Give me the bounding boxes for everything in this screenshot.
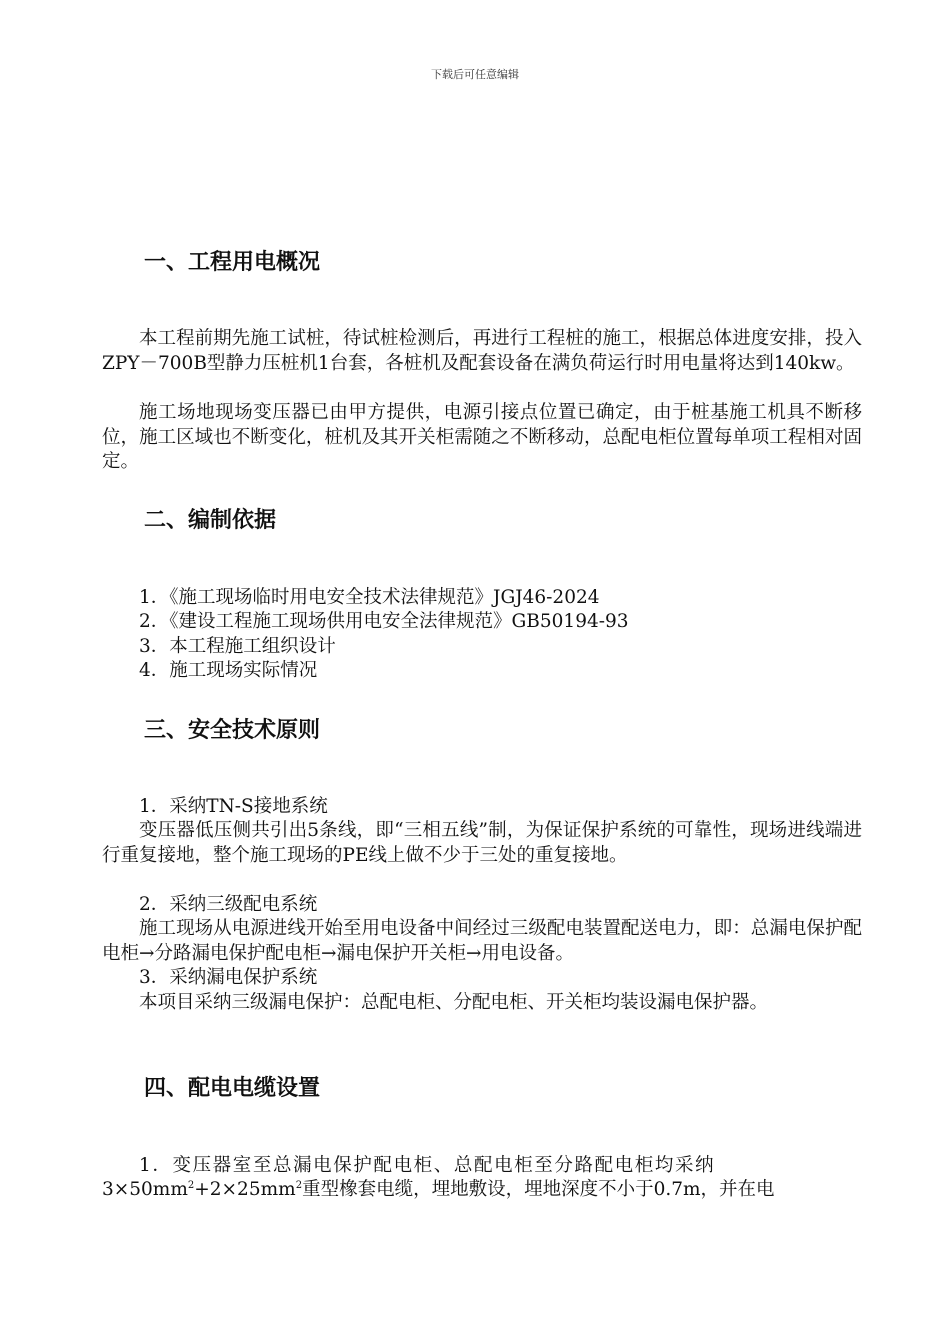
cable-spec-b: +2×25mm xyxy=(194,1179,296,1200)
cable-spec-a: 3×50mm xyxy=(102,1179,188,1200)
principle-3-text: 本项目采纳三级漏电保护：总配电柜、分配电柜、开关柜均装设漏电保护器。 xyxy=(139,992,769,1013)
section-1-paragraph-1: 本工程前期先施工试桩，待试桩检测后，再进行工程桩的施工，根据总体进度安排，投入ZPY－700B型静力压桩机1台套，各桩机及配套设备在满负荷运行时用电量将达到140kw。 xyxy=(102,328,862,374)
section-2-title: 二、编制依据 xyxy=(144,508,277,533)
cable-paragraph-line-2 xyxy=(102,1178,862,1203)
section-4-title: 四、配电电缆设置 xyxy=(144,1076,321,1101)
header-note: 下载后可任意编辑 xyxy=(431,68,519,81)
principle-2-title: 2．采纳三级配电系统 xyxy=(139,894,318,915)
cable-spec-a-superscript: 2 xyxy=(187,1179,195,1191)
section-1-paragraph-2: 施工场地现场变压器已由甲方提供，电源引接点位置已确定，由于桩基施工机具不断移位，施工区域也不断变化，桩机及其开关柜需随之不断移动，总配电柜位置每单项工程相对固定。 xyxy=(102,402,862,472)
cable-paragraph-rest: 重型橡套电缆，埋地敷设，埋地深度不小于0.7m，并在电 xyxy=(302,1179,775,1200)
section-1-title: 一、工程用电概况 xyxy=(144,250,321,275)
basis-item-2: 2．《建设工程施工现场供用电安全法律规范》GB50194-93 xyxy=(139,611,629,632)
principle-1-title: 1．采纳TN-S接地系统 xyxy=(139,796,328,817)
principle-3-title: 3．采纳漏电保护系统 xyxy=(139,967,318,988)
basis-item-3: 3．本工程施工组织设计 xyxy=(139,636,336,657)
cable-paragraph-line-1: 1．变压器室至总漏电保护配电柜、总配电柜至分路配电柜均采纳 xyxy=(139,1155,716,1176)
principle-1-text: 变压器低压侧共引出5条线，即“三相五线”制，为保证保护系统的可靠性，现场进线端进行重复接地，整个施工现场的PE线上做不少于三处的重复接地。 xyxy=(102,820,862,866)
principle-2-text: 施工现场从电源进线开始至用电设备中间经过三级配电装置配送电力，即：总漏电保护配电柜→分路漏电保护配电柜→漏电保护开关柜→用电设备。 xyxy=(102,918,862,964)
basis-item-1: 1．《施工现场临时用电安全技术法律规范》JGJ46-2024 xyxy=(139,587,600,608)
basis-item-4: 4．施工现场实际情况 xyxy=(139,660,318,681)
cable-spec-b-superscript: 2 xyxy=(295,1179,303,1191)
section-3-title: 三、安全技术原则 xyxy=(144,718,321,743)
